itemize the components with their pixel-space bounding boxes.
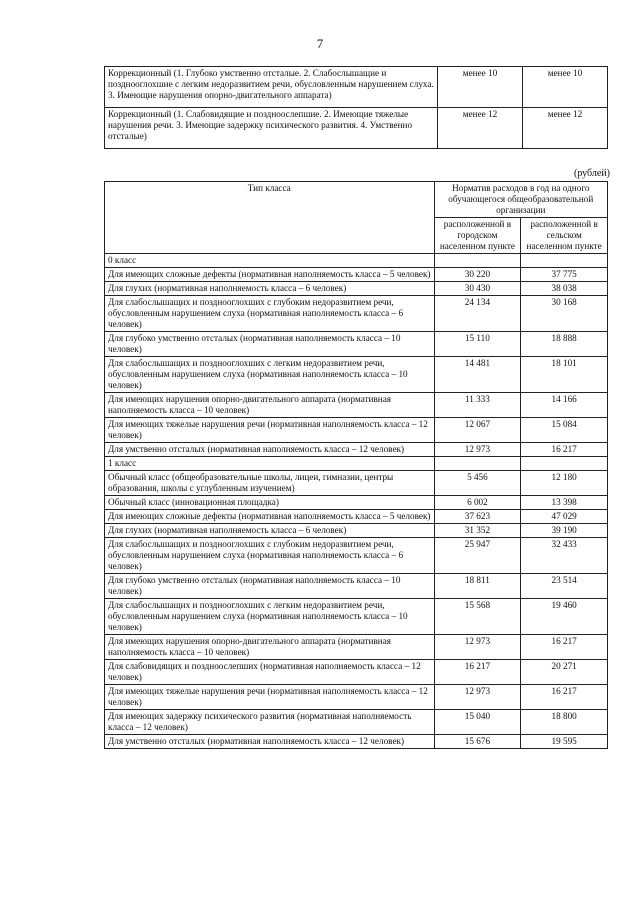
- class-type-cell: Для слабослышащих и позднооглохших с легким недоразвитием речи, обусловленным нарушением слуха (нормативная наполняемость класса – 10 человек): [105, 599, 435, 635]
- header-rural-column: расположенной в сельском населенном пункте: [521, 218, 608, 254]
- table-row: [105, 418, 608, 443]
- urban-value-cell: 15 110: [434, 332, 521, 357]
- urban-value-cell: 15 676: [434, 735, 521, 749]
- empty-cell: [521, 457, 608, 471]
- rural-value-cell: 32 433: [521, 538, 608, 574]
- table-row: [105, 332, 608, 357]
- norms-table-body: [105, 254, 608, 749]
- table-row: [105, 393, 608, 418]
- rural-value-cell: 18 800: [521, 710, 608, 735]
- urban-value-cell: менее 10: [438, 67, 523, 108]
- urban-value-cell: 37 623: [434, 510, 521, 524]
- rural-value-cell: 23 514: [521, 574, 608, 599]
- rural-value-cell: 39 190: [521, 524, 608, 538]
- empty-cell: [521, 254, 608, 268]
- norms-table-header: [105, 182, 608, 254]
- urban-value-cell: 16 217: [434, 660, 521, 685]
- rural-value-cell: 38 038: [521, 282, 608, 296]
- rural-value-cell: 15 084: [521, 418, 608, 443]
- urban-value-cell: 12 973: [434, 443, 521, 457]
- rural-value-cell: 18 888: [521, 332, 608, 357]
- table-row: [105, 710, 608, 735]
- class-type-cell: Коррекционный (1. Слабовидящие и поздноослепшие. 2. Имеющие тяжелые нарушения речи. 3. Имеющие задержку психического развития. 4. Умственно отсталые): [105, 108, 438, 149]
- table-row: [105, 108, 608, 149]
- rural-value-cell: 19 460: [521, 599, 608, 635]
- class-type-cell: Для слабослышащих и позднооглохших с глубоким недоразвитием речи, обусловленным нарушением слуха (нормативная наполняемость класса – 6 человек): [105, 296, 435, 332]
- class-type-cell: Для умственно отсталых (нормативная наполняемость класса – 12 человек): [105, 735, 435, 749]
- section-title: 0 класс: [105, 254, 435, 268]
- table-row: [105, 496, 608, 510]
- urban-value-cell: 12 067: [434, 418, 521, 443]
- rural-value-cell: 20 271: [521, 660, 608, 685]
- empty-cell: [434, 254, 521, 268]
- table-row: [105, 67, 608, 108]
- class-type-cell: Для имеющих сложные дефекты (нормативная наполняемость класса – 5 человек): [105, 268, 435, 282]
- page-number: 7: [316, 36, 324, 51]
- urban-value-cell: менее 12: [438, 108, 523, 149]
- urban-value-cell: 15 040: [434, 710, 521, 735]
- class-type-cell: Для слабовидящих и поздноослепших (нормативная наполняемость класса – 12 человек): [105, 660, 435, 685]
- urban-value-cell: 14 481: [434, 357, 521, 393]
- rural-value-cell: 47 029: [521, 510, 608, 524]
- urban-value-cell: 18 811: [434, 574, 521, 599]
- unit-label: (рублей): [573, 168, 610, 179]
- table-row: [105, 357, 608, 393]
- table-row: [105, 268, 608, 282]
- table-row: [105, 296, 608, 332]
- table-row: [105, 471, 608, 496]
- class-type-cell: Коррекционный (1. Глубоко умственно отсталые. 2. Слабослышащие и позднооглохшие с легким недоразвитием речи, обусловленным нарушением слуха. 3. Имеющие нарушения опорно-двигательного аппарата): [105, 67, 438, 108]
- urban-value-cell: 30 220: [434, 268, 521, 282]
- class-type-cell: Для глухих (нормативная наполняемость класса – 6 человек): [105, 524, 435, 538]
- class-type-cell: Обычный класс (инновационная площадка): [105, 496, 435, 510]
- norms-table: [104, 181, 608, 749]
- urban-value-cell: 31 352: [434, 524, 521, 538]
- header-norm-column: Норматив расходов в год на одного обучающегося общеобразовательной организации: [434, 182, 607, 218]
- table-row: [105, 282, 608, 296]
- top-table: [104, 66, 608, 149]
- header-type-column: Тип класса: [105, 182, 435, 254]
- table-row: [105, 574, 608, 599]
- table-row: [105, 635, 608, 660]
- rural-value-cell: 37 775: [521, 268, 608, 282]
- section-row: [105, 457, 608, 471]
- class-type-cell: Для имеющих нарушения опорно-двигательного аппарата (нормативная наполняемость класса – 10 человек): [105, 393, 435, 418]
- rural-value-cell: менее 10: [523, 67, 608, 108]
- rural-value-cell: 16 217: [521, 685, 608, 710]
- class-type-cell: Для слабослышащих и позднооглохших с легким недоразвитием речи, обусловленным нарушением слуха (нормативная наполняемость класса – 10 человек): [105, 357, 435, 393]
- class-type-cell: Для имеющих тяжелые нарушения речи (нормативная наполняемость класса – 12 человек): [105, 418, 435, 443]
- urban-value-cell: 24 134: [434, 296, 521, 332]
- urban-value-cell: 15 568: [434, 599, 521, 635]
- urban-value-cell: 6 002: [434, 496, 521, 510]
- rural-value-cell: 16 217: [521, 443, 608, 457]
- urban-value-cell: 25 947: [434, 538, 521, 574]
- rural-value-cell: 12 180: [521, 471, 608, 496]
- top-table-body: [105, 67, 608, 149]
- rural-value-cell: менее 12: [523, 108, 608, 149]
- rural-value-cell: 30 168: [521, 296, 608, 332]
- table-row: [105, 510, 608, 524]
- class-type-cell: Для имеющих сложные дефекты (нормативная наполняемость класса – 5 человек): [105, 510, 435, 524]
- rural-value-cell: 14 166: [521, 393, 608, 418]
- rural-value-cell: 19 595: [521, 735, 608, 749]
- urban-value-cell: 5 456: [434, 471, 521, 496]
- class-type-cell: Для имеющих нарушения опорно-двигательного аппарата (нормативная наполняемость класса – 10 человек): [105, 635, 435, 660]
- class-type-cell: Для глубоко умственно отсталых (нормативная наполняемость класса – 10 человек): [105, 332, 435, 357]
- table-row: [105, 685, 608, 710]
- class-type-cell: Для имеющих тяжелые нарушения речи (нормативная наполняемость класса – 12 человек): [105, 685, 435, 710]
- table-row: [105, 443, 608, 457]
- empty-cell: [434, 457, 521, 471]
- urban-value-cell: 12 973: [434, 635, 521, 660]
- header-urban-column: расположенной в городском населенном пункте: [434, 218, 521, 254]
- class-type-cell: Обычный класс (общеобразовательные школы, лицеи, гимназии, центры образования, школы с углубленным изучением): [105, 471, 435, 496]
- rural-value-cell: 16 217: [521, 635, 608, 660]
- class-type-cell: Для слабослышащих и позднооглохших с глубоким недоразвитием речи, обусловленным нарушением слуха (нормативная наполняемость класса – 6 человек): [105, 538, 435, 574]
- table-row: [105, 660, 608, 685]
- class-type-cell: Для глубоко умственно отсталых (нормативная наполняемость класса – 10 человек): [105, 574, 435, 599]
- section-title: 1 класс: [105, 457, 435, 471]
- class-type-cell: Для глухих (нормативная наполняемость класса – 6 человек): [105, 282, 435, 296]
- rural-value-cell: 18 101: [521, 357, 608, 393]
- rural-value-cell: 13 398: [521, 496, 608, 510]
- class-type-cell: Для имеющих задержку психического развития (нормативная наполняемость класса – 12 человек): [105, 710, 435, 735]
- urban-value-cell: 11 333: [434, 393, 521, 418]
- table-row: [105, 599, 608, 635]
- table-row: [105, 524, 608, 538]
- class-type-cell: Для умственно отсталых (нормативная наполняемость класса – 12 человек): [105, 443, 435, 457]
- table-row: [105, 735, 608, 749]
- section-row: [105, 254, 608, 268]
- urban-value-cell: 30 430: [434, 282, 521, 296]
- urban-value-cell: 12 973: [434, 685, 521, 710]
- table-row: [105, 538, 608, 574]
